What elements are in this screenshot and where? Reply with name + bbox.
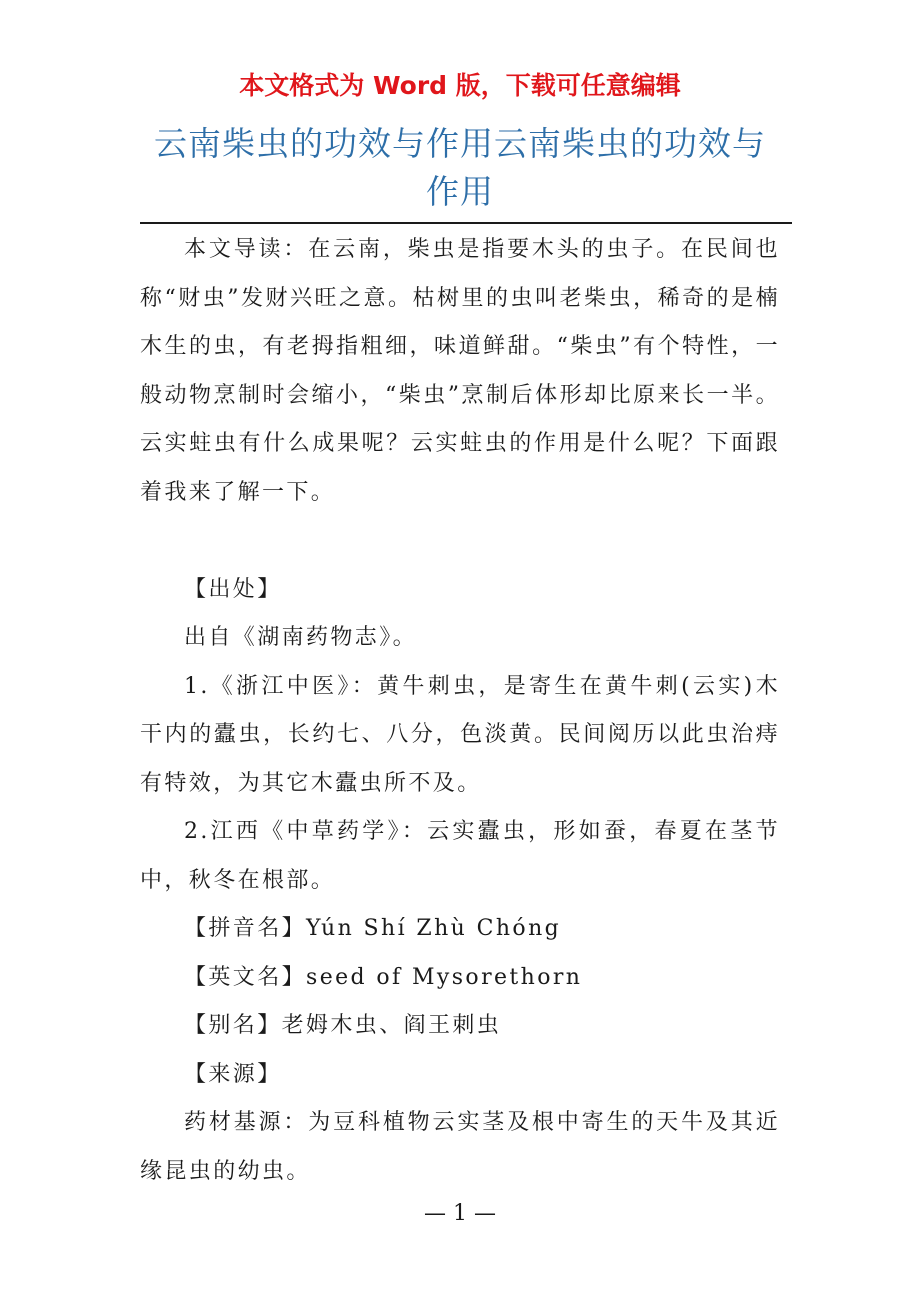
- english-name: 【英文名】seed of Mysorethorn: [184, 964, 583, 990]
- page-number: — 1 —: [424, 1201, 496, 1226]
- source-text: 出自《湖南药物志》。: [184, 625, 418, 650]
- source-heading: 【出处】: [184, 576, 282, 602]
- pinyin-name: 【拼音名】Yún Shí Zhù Chóng: [184, 916, 562, 941]
- origin-heading: 【来源】: [184, 1061, 282, 1087]
- document-body: [140, 226, 780, 1196]
- blank-line: [140, 517, 780, 566]
- title-divider: [140, 222, 792, 224]
- origin-text: 药材基源：为豆科植物云实茎及根中寄生的天牛及其近缘昆虫的幼虫。: [140, 1110, 780, 1184]
- intro-paragraph: 本文导读：在云南，柴虫是指要木头的虫子。在民间也称“财虫”发财兴旺之意。枯树里的虫叫老柴虫，稀奇的是楠木生的虫，有老拇指粗细，味道鲜甜。“柴虫”有个特性，一般动物烹制时会缩小，“柴虫”烹制后体形却比原来长一半。云实蛀虫有什么成果呢？云实蛀虫的作用是什么呢？下面跟着我来了解一下。: [140, 237, 780, 505]
- alias-name: 【别名】老姆木虫、阎王刺虫: [184, 1013, 502, 1038]
- reference-item-2: 2.江西《中草药学》：云实蠹虫，形如蚕，春夏在茎节中，秋冬在根部。: [140, 819, 780, 893]
- format-banner: 本文格式为 Word 版，下载可任意编辑: [239, 71, 681, 100]
- reference-item-1: 1.《浙江中医》：黄牛刺虫，是寄生在黄牛刺(云实)木干内的蠹虫，长约七、八分，色淡黄。民间阅历以此虫治痔有特效，为其它木蠹虫所不及。: [140, 673, 780, 796]
- document-title: 云南柴虫的功效与作用云南柴虫的功效与作用: [154, 124, 766, 211]
